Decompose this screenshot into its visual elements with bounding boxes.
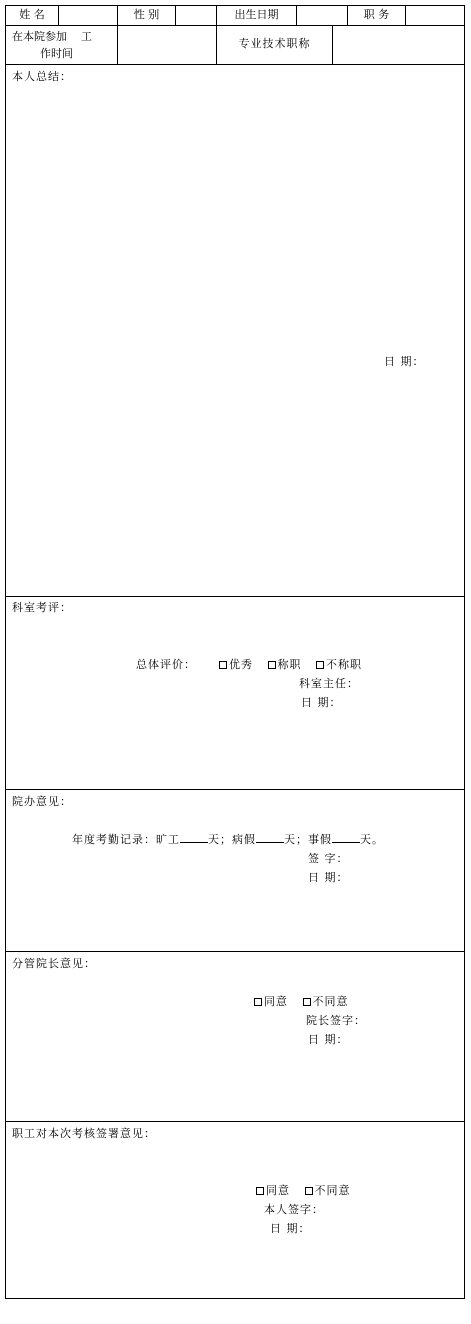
join-time-value[interactable] [118,26,216,64]
divider [296,6,297,25]
appraisal-form [5,5,465,1299]
birthdate-label: 出生日期 [234,8,279,21]
vp-opinion-label: 分管院长意见： [12,957,96,970]
divider [405,6,406,25]
vp-options-row [254,993,359,1009]
divider [347,6,348,25]
checkbox-icon[interactable] [268,661,276,669]
checkbox-icon[interactable] [219,661,227,669]
name-value[interactable] [59,6,117,25]
vp-sign-label: 院长签字： [306,1014,366,1027]
gender-label: 性 别 [133,8,160,21]
dept-director-label: 科室主任： [299,677,359,690]
dept-review-overall-row [136,656,372,672]
self-summary-content[interactable] [6,84,464,584]
option-agree[interactable]: 同意 [256,1182,290,1198]
day-unit-3: 天。 [360,833,384,846]
row-divider [6,596,464,597]
attendance-record-row [72,831,384,847]
title-value[interactable] [333,26,464,64]
name-label: 姓 名 [19,8,45,21]
row-divider [6,1121,464,1122]
option-competent[interactable]: 称职 [268,656,302,672]
dept-review-label: 科室考评： [12,601,72,614]
divider [175,6,176,25]
employee-date-label: 日 期： [270,1222,311,1235]
overall-evaluation-label: 总体评价： [136,658,196,671]
row-divider [6,64,464,65]
option-incompetent[interactable]: 不称职 [316,656,362,672]
join-time-label [12,28,116,62]
personal-leave-days-blank[interactable] [332,832,360,843]
checkbox-icon[interactable] [305,1187,313,1195]
self-summary-label: 本人总结： [12,70,72,83]
office-sign-label: 签 字： [308,852,349,865]
birthdate-value[interactable] [297,6,347,25]
sick-leave-days-blank[interactable] [256,832,284,843]
employee-options-row [256,1182,361,1198]
position-value[interactable] [406,6,464,25]
attendance-prefix: 年度考勤记录：旷工 [72,833,180,846]
option-excellent[interactable]: 优秀 [219,656,253,672]
join-time-label-line1: 在本院参加 工 [12,30,92,43]
day-unit-2: 天；事假 [284,833,332,846]
gender-value[interactable] [176,6,216,25]
employee-sign-label: 本人签字： [264,1203,324,1216]
join-time-label-line2: 作时间 [40,47,73,60]
option-disagree[interactable]: 不同意 [305,1182,351,1198]
title-label: 专业技术职称 [238,37,311,50]
checkbox-icon[interactable] [256,1187,264,1195]
checkbox-icon[interactable] [254,998,262,1006]
divider [58,6,59,25]
row-divider [6,789,464,790]
option-agree[interactable]: 同意 [254,993,288,1009]
row-divider [6,951,464,952]
dept-review-date-label: 日 期： [301,696,342,709]
vp-date-label: 日 期： [308,1033,349,1046]
checkbox-icon[interactable] [303,998,311,1006]
absent-days-blank[interactable] [180,832,208,843]
self-summary-date-label: 日 期： [384,355,425,368]
divider [216,6,217,64]
position-label: 职 务 [363,8,390,21]
day-unit-1: 天；病假 [208,833,256,846]
employee-opinion-label: 职工对本次考核签署意见： [12,1127,156,1140]
office-opinion-label: 院办意见： [12,795,72,808]
office-date-label: 日 期： [308,871,349,884]
option-disagree[interactable]: 不同意 [303,993,349,1009]
checkbox-icon[interactable] [316,661,324,669]
